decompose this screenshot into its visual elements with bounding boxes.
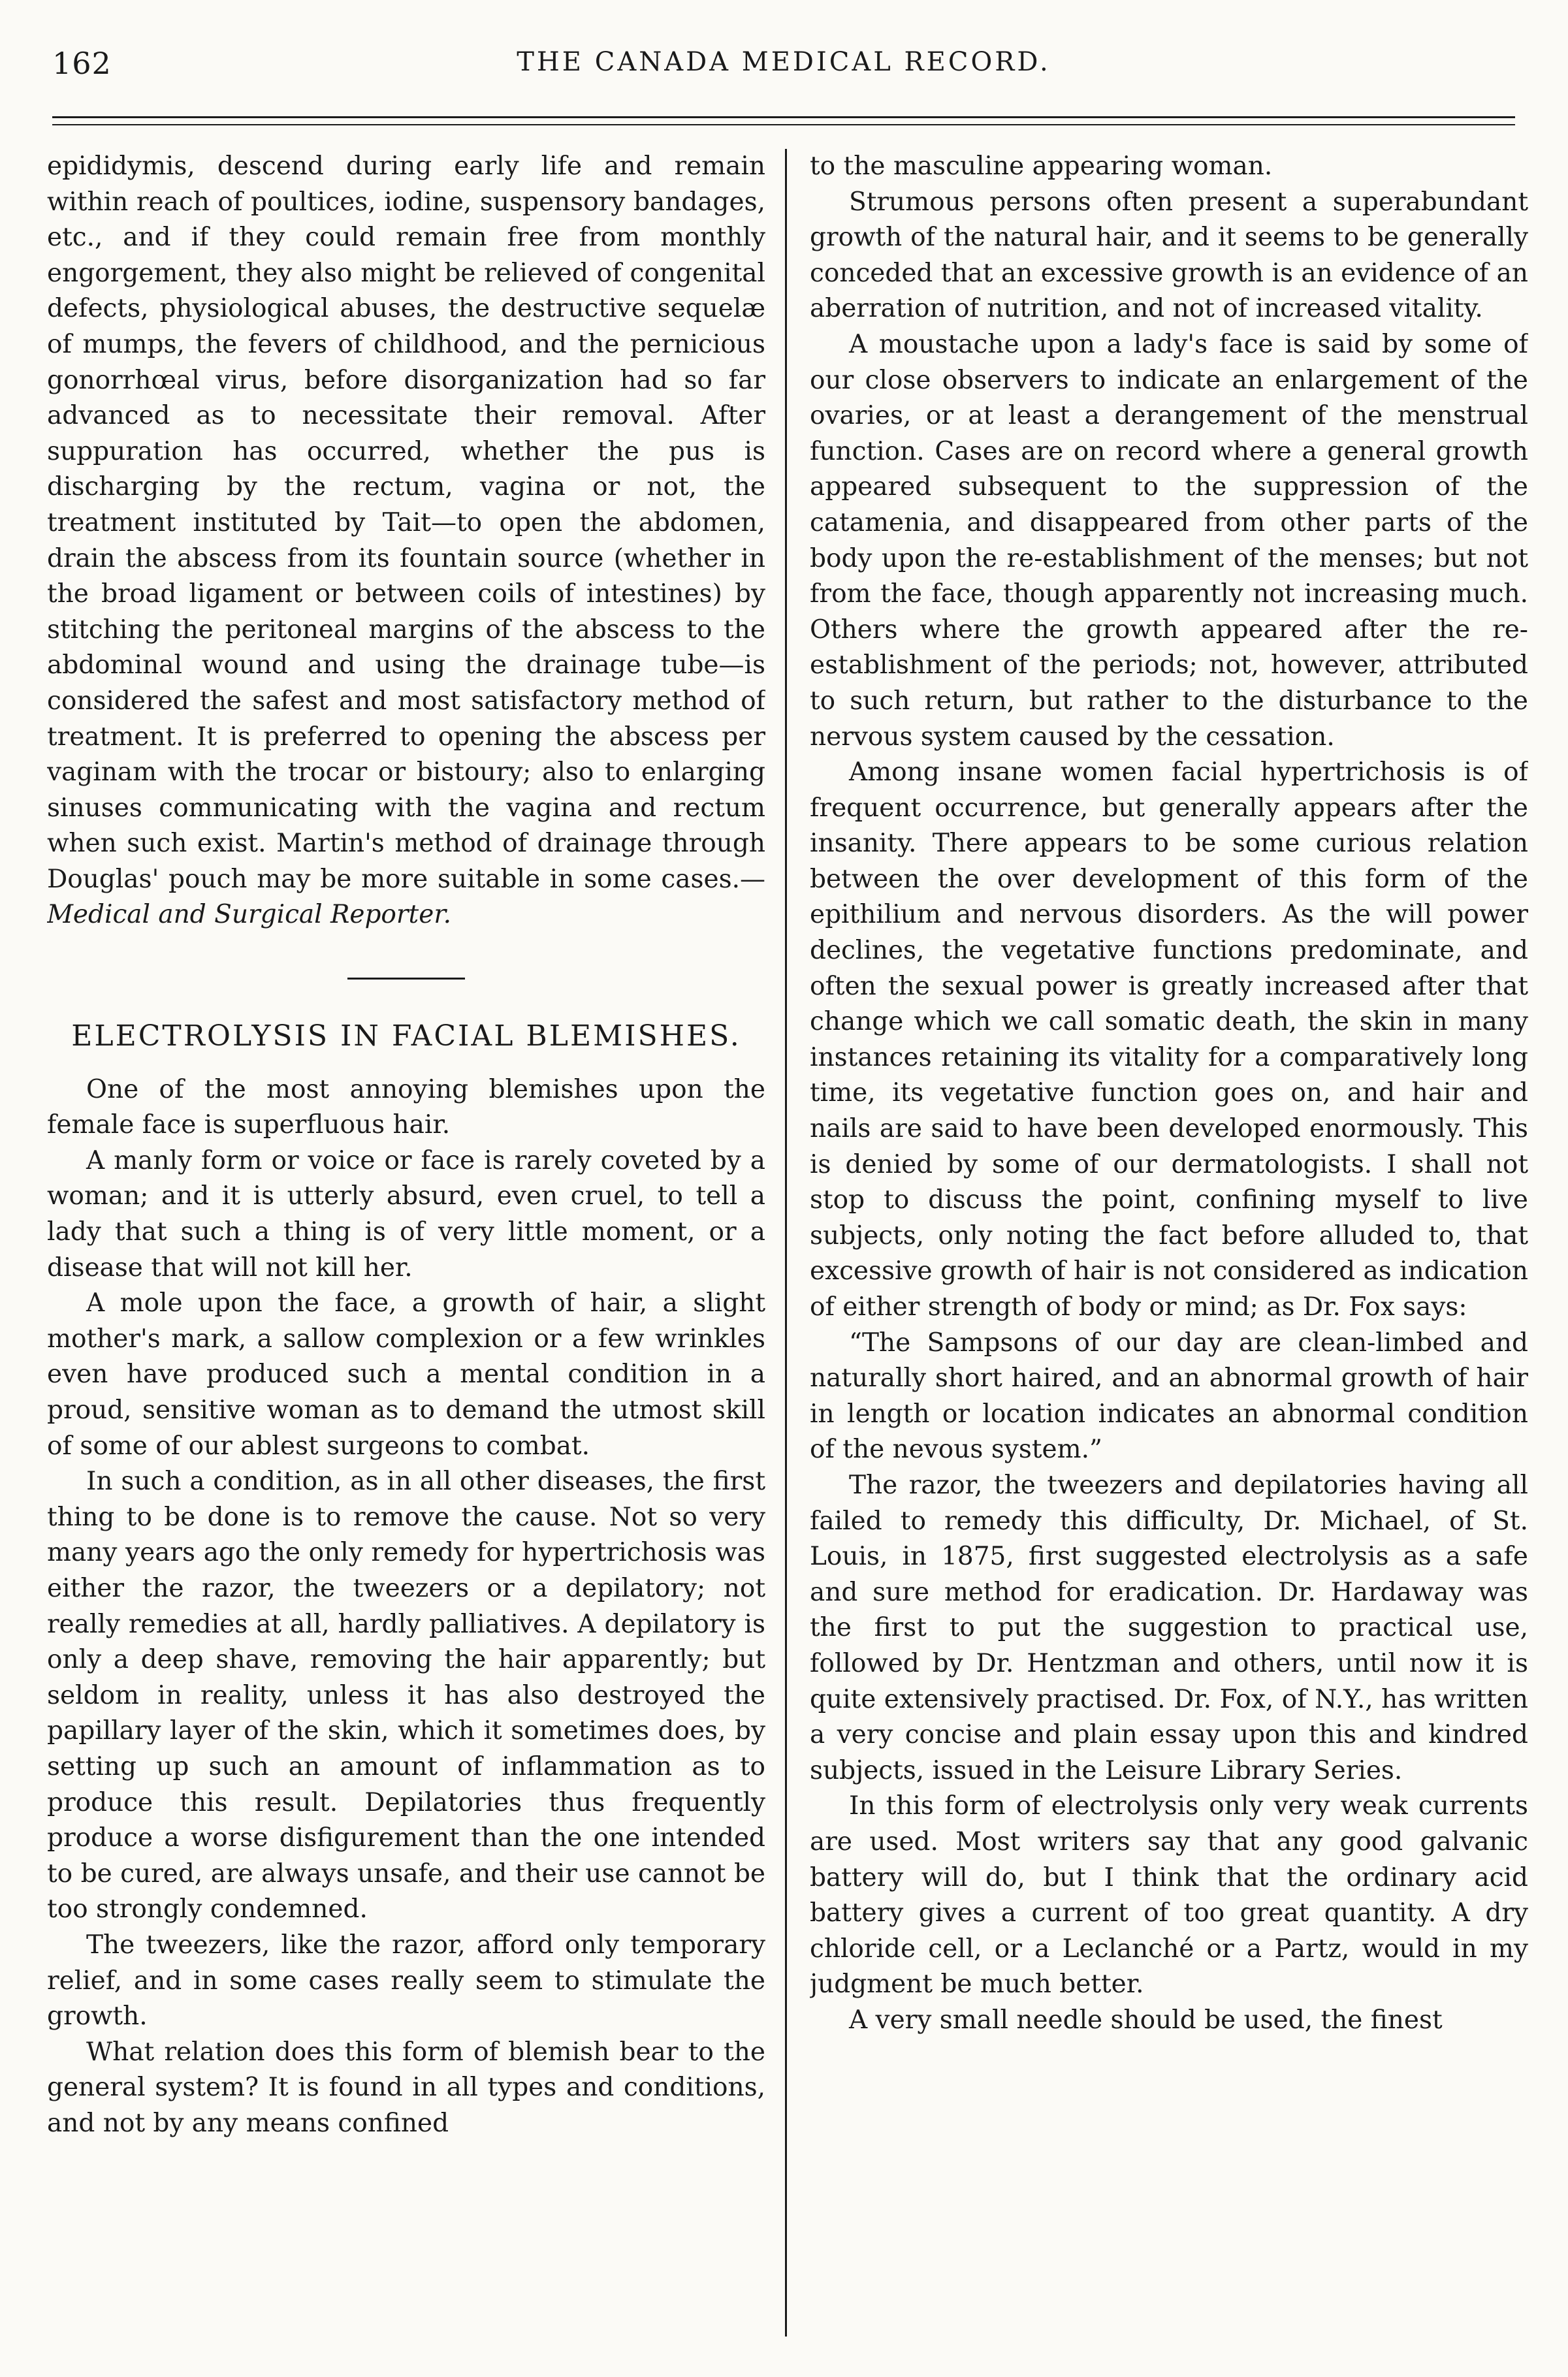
running-head: THE CANADA MEDICAL RECORD. — [517, 47, 1051, 77]
paragraph: The tweezers, like the razor, afford only temporary relief, and in some cases really seem to stimulate the growth. — [47, 1930, 765, 2032]
continued-paragraph: to the masculine appearing woman. — [810, 152, 1273, 181]
article-title: ELECTROLYSIS IN FACIAL BLEMISHES. — [71, 1019, 741, 1053]
header-rule-top — [52, 116, 1515, 118]
right-column — [810, 149, 1528, 2356]
paragraph: A mole upon the face, a growth of hair, a slight mother's mark, a sallow complexion or a few wrinkles even have produced such a mental condition in a proud, sensitive woman as to demand the utmost skill of some of our ablest surgeons to combat. — [47, 1288, 765, 1461]
continued-paragraph — [47, 149, 765, 933]
page-number: 162 — [52, 46, 112, 81]
paragraph: Strumous persons often present a superabundant growth of the natural hair, and it seems to be generally conceded that an excessive growth is an evidence of an aberration of nutrition, and not of increased vitality. — [810, 187, 1528, 324]
continued-text: epididymis, descend during early life and remain within reach of poultices, iodine, suspensory bandages, etc., and if they could remain free from monthly engorgement, they also might be relieved of congenital defects, physiological abuses, the destructive sequelæ of mumps, the fevers of childhood, and the pernicious gonorrhœal virus, before disorganization had so far advanced as to necessitate their removal. After suppuration has occurred, whether the pus is discharging by the rectum, vagina or not, the treatment instituted by Tait—to open the abdomen, drain the abscess from its fountain source (whether in the broad ligament or between coils of intestines) by stitching the peritoneal margins of the abscess to the abdominal wound and using the drainage tube—is considered the safest and most satisfactory method of treatment. It is preferred to opening the abscess per vaginam with the trocar or bistoury; also to enlarging sinuses communicating with the vagina and rectum when such exist. Martin's method of drainage through Douglas' pouch may be more suitable in some cases.— — [47, 152, 765, 894]
block-quote: “The Sampsons of our day are clean-limbed and naturally short haired, and an abnormal growth of hair in length or location indicates an abnormal condition of the nevous system.” — [810, 1328, 1528, 1465]
paragraph: A moustache upon a lady's face is said by some of our close observers to indicate an enlargement of the ovaries, or at least a derangement of the menstrual function. Cases are on record where a general growth appeared subsequent to the suppression of the catamenia, and disappeared from other parts of the body upon the re-establishment of the menses; but not from the face, though apparently not increasing much. Others where the growth appeared after the re-establishment of the periods; not, however, attributed to such return, but rather to the disturbance to the nervous system caused by the cessation. — [810, 329, 1528, 752]
paragraph: What relation does this form of blemish bear to the general system? It is found in all types and conditions, and not by any means confined — [47, 2037, 765, 2138]
paragraph: One of the most annoying blemishes upon the female face is superfluous hair. — [47, 1074, 765, 1140]
page-header — [52, 46, 1515, 91]
header-rule-bottom — [52, 124, 1515, 125]
left-column — [47, 149, 765, 2356]
paragraph: Among insane women facial hypertrichosis is of frequent occurrence, but generally appears after the insanity. There appears to be some curious relation between the over development of this form of the epithilium and nervous disorders. As the will power declines, the vegetative functions predominate, and often the sexual power is greatly increased after that change which we call somatic death, the skin in many instances retaining its vitality for a comparatively long time, its vegetative function goes on, and hair and nails are said to have been developed enormously. This is denied by some of our dermatologists. I shall not stop to discuss the point, confining myself to live subjects, only noting the fact before alluded to, that excessive growth of hair is not considered as indication of either strength of body or mind; as Dr. Fox says: — [810, 758, 1528, 1322]
column-divider — [785, 149, 787, 2337]
paragraph: The razor, the tweezers and depilatories having all failed to remedy this difficulty, Dr. Michael, of St. Louis, in 1875, first suggested electrolysis as a safe and sure method for eradication. Dr. Hardaway was the first to put the suggestion to practical use, followed by Dr. Hentzman and others, until now it is quite extensively practised. Dr. Fox, of N.Y., has written a very concise and plain essay upon this and kindred subjects, issued in the Leisure Library Series. — [810, 1470, 1528, 1785]
paragraph: In such a condition, as in all other diseases, the first thing to be done is to remove the cause. Not so very many years ago the only remedy for hypertrichosis was either the razor, the tweezers or a depilatory; not really remedies at all, hardly palliatives. A depilatory is only a deep shave, removing the hair apparently; but seldom in reality, unless it has also destroyed the papillary layer of the skin, which it sometimes does, by setting up such an amount of inflammation as to produce this result. Depilatories thus frequently produce a worse disfigurement than the one intended to be cured, are always unsafe, and their use cannot be too strongly condemned. — [47, 1467, 765, 1924]
source-citation: Medical and Surgical Reporter. — [47, 900, 452, 930]
paragraph: A manly form or voice or face is rarely coveted by a woman; and it is utterly absurd, even cruel, to tell a lady that such a thing is of very little moment, or a disease that will not kill her. — [47, 1145, 765, 1283]
paragraph: In this form of electrolysis only very weak currents are used. Most writers say that any good galvanic battery will do, but I think that the ordinary acid battery gives a current of too great quantity. A dry chloride cell, or a Leclanché or a Partz, would in my judgment be much better. — [810, 1791, 1528, 2000]
paragraph: A very small needle should be used, the finest — [849, 2005, 1443, 2035]
section-separator — [347, 978, 465, 980]
